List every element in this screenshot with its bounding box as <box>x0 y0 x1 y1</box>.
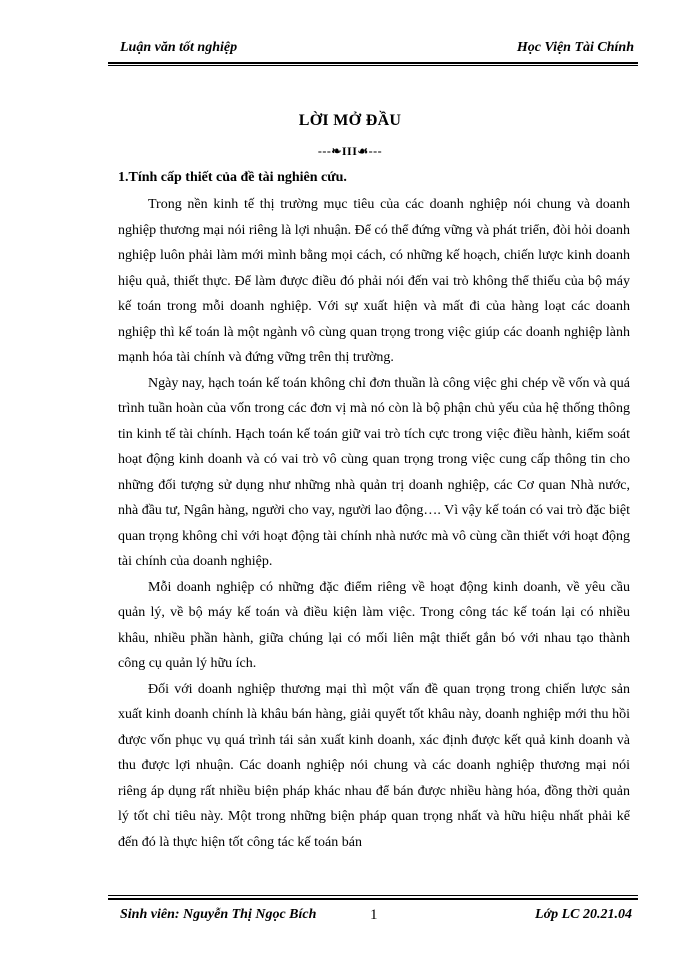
footer-rule-thick <box>108 898 638 900</box>
section-heading: 1.Tính cấp thiết của đề tài nghiên cứu. <box>118 170 347 185</box>
paragraph: Ngày nay, hạch toán kế toán không chỉ đơn thuần là công việc ghi chép về vốn và quá trình tuần hoàn của vốn trong các đơn vị mà nó còn là bộ phận chủ yếu của hệ thống thông tin kinh tế tài chính. Hạch toán kế toán giữ vai trò tích cực trong việc điều hành, kiểm soát hoạt động kinh doanh và có vai trò vô cùng quan trọng trong việc cung cấp thông tin cho những đối tượng sử dụng như những nhà quản trị doanh nghiệp, các Cơ quan Nhà nước, nhà đầu tư, Ngân hàng, người cho vay, người lao động…. Vì vậy kế toán có vai trò đặc biệt quan trọng không chỉ với hoạt động tài chính nhà nước mà vô cùng cần thiết với hoạt động tài chính của doanh nghiệp. <box>118 375 630 569</box>
body-text <box>118 192 630 855</box>
header-institution-label: Học Viện Tài Chính <box>516 40 634 55</box>
paragraph: Mỗi doanh nghiệp có những đặc điểm riêng về hoạt động kinh doanh, về yêu cầu quản lý, về bộ máy kế toán và điều kiện làm việc. Trong công tác kế toán lại có nhiều khâu, nhiều phần hành, giữa chúng lại có mối liên mật thiết gắn bó với nhau tạo thành công cụ quản lý hữu ích. <box>118 579 630 671</box>
page-footer <box>108 895 638 925</box>
footer-student-name: Sinh viên: Nguyễn Thị Ngọc Bích <box>120 907 317 922</box>
paragraph: Trong nền kinh tế thị trường mục tiêu của các doanh nghiệp nói chung và doanh nghiệp thương mại nói riêng là lợi nhuận. Để có thể đứng vững và phát triển, đòi hỏi doanh nghiệp luôn phải làm mới mình bằng mọi cách, có những kế hoạch, chiến lược kinh doanh hiệu quả, thiết thực. Để làm được điều đó phải nói đến vai trò không thể thiếu của bộ máy kế toán trong mỗi doanh nghiệp. Với sự xuất hiện và mất đi của hàng loạt các doanh nghiệp thì kế toán là một ngành vô cùng quan trọng trong việc giúp các doanh nghiệp lành mạnh hóa tài chính và đứng vững trên thị trường. <box>118 197 630 365</box>
header-thesis-label: Luận văn tốt nghiệp <box>120 40 238 55</box>
title-ornament: ---❧ΙΙΙ☙--- <box>317 144 383 158</box>
page-number: 1 <box>370 907 378 923</box>
paragraph: Đối với doanh nghiệp thương mại thì một vấn đề quan trọng trong chiến lược sản xuất kinh doanh chính là khâu bán hàng, giải quyết tốt khâu này, doanh nghiệp mới thu hồi được vốn phục vụ quá trình tái sản xuất kinh doanh, xác định được kết quả kinh doanh và thu được lợi nhuận. Các doanh nghiệp nói chung và các doanh nghiệp thương mại nói riêng áp dụng rất nhiều biện pháp khác nhau để bán được nhiều hàng hóa, đồng thời quản lý tốt chỉ tiêu này. Một trong những biện pháp quan trọng nhất và hữu hiệu nhất phải kể đến đó là thực hiện tốt công tác kế toán bán <box>118 681 630 850</box>
footer-class-code: Lớp LC 20.21.04 <box>535 907 632 922</box>
footer-rule-thin <box>108 895 638 896</box>
header-rule-thin <box>108 65 638 66</box>
page-title: LỜI MỞ ĐẦU <box>298 112 402 129</box>
page-header <box>108 30 638 64</box>
header-rule-thick <box>108 62 638 64</box>
